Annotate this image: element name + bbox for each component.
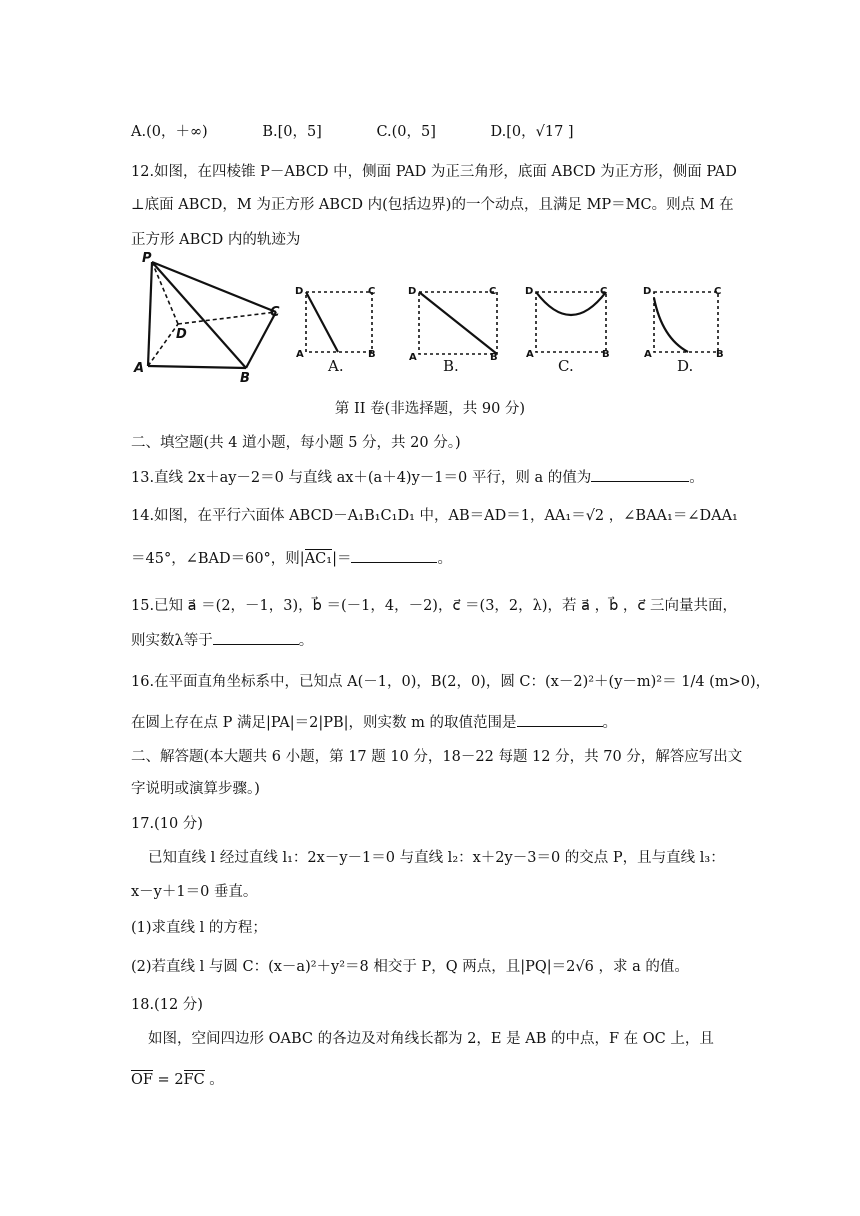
answer-heading-line2: 字说明或演算步骤。) bbox=[131, 781, 260, 797]
q18-title: 18.(12 分) bbox=[131, 997, 203, 1013]
q15-end: 。 bbox=[298, 633, 314, 649]
label-c: C bbox=[270, 305, 280, 320]
pyramid-figure bbox=[128, 250, 288, 385]
q16-line1: 16.在平面直角坐标系中，已知点 A(－1，0)，B(2，0)，圆 C：(x－2)²＋(y－m)²＝ 1/4 (m>0)， bbox=[131, 674, 771, 690]
label-p: P bbox=[142, 251, 152, 266]
q14-line2 bbox=[131, 547, 452, 568]
q15-line1: 15.已知 a⃗ ＝(2，－1，3)，b⃗ ＝(－1，4，－2)，c⃗ ＝(3，2，λ)，若 a⃗ ，b⃗ ，c⃗ 三向量共面， bbox=[131, 598, 737, 614]
q18-eq: = 2 bbox=[152, 1072, 184, 1088]
q14-line1: 14.如图，在平行六面体 ABCD－A₁B₁C₁D₁ 中，AB＝AD＝1，AA₁＝√2 ，∠BAA₁＝∠DAA₁ bbox=[131, 508, 738, 524]
q16-end: 。 bbox=[602, 715, 618, 731]
opt-c-b: B bbox=[602, 349, 610, 360]
option-b-caption: B. bbox=[443, 357, 459, 375]
label-d: D bbox=[176, 327, 187, 342]
opt-a-b: B bbox=[368, 349, 376, 360]
opt-d-b: B bbox=[716, 349, 724, 360]
q11-choices bbox=[131, 120, 624, 141]
q12-line1: 12.如图，在四棱锥 P－ABCD 中，侧面 PAD 为正三角形，底面 ABCD 为正方形，侧面 PAD bbox=[131, 164, 737, 180]
opt-c-a: A bbox=[526, 349, 534, 360]
opt-c-c: C bbox=[600, 286, 608, 297]
choice-c: C.(0，5] bbox=[376, 124, 436, 140]
q18-line1: 如图，空间四边形 OABC 的各边及对角线长都为 2，E 是 AB 的中点，F 在 OC 上，且 bbox=[148, 1031, 714, 1047]
q17-part1: (1)求直线 l 的方程； bbox=[131, 920, 267, 936]
q13-text: 13.直线 2x＋ay－2＝0 与直线 ax＋(a＋4)y－1＝0 平行，则 a 的值为 bbox=[131, 470, 592, 486]
q15-line2-text: 则实数λ等于 bbox=[131, 633, 213, 649]
opt-b-a: A bbox=[409, 352, 417, 363]
option-c-caption: C. bbox=[558, 357, 574, 375]
part2-title: 第 II 卷(非选择题，共 90 分) bbox=[334, 401, 526, 417]
q17-part2: (2)若直线 l 与圆 C：(x－a)²＋y²＝8 相交于 P，Q 两点，且|PQ|＝2√6 ，求 a 的值。 bbox=[131, 959, 689, 975]
opt-d-a: A bbox=[644, 349, 652, 360]
q14-answer-blank[interactable] bbox=[351, 550, 437, 563]
opt-b-d: D bbox=[408, 286, 417, 297]
choice-d: D.[0，√17 ] bbox=[490, 124, 574, 140]
label-b: B bbox=[240, 371, 250, 385]
q14-vector-ac1: AC₁ bbox=[304, 551, 333, 567]
opt-c-d: D bbox=[525, 286, 534, 297]
option-a-caption: A. bbox=[328, 357, 344, 375]
opt-a-d: D bbox=[295, 286, 304, 297]
q16-answer-blank[interactable] bbox=[517, 714, 603, 727]
q18-vector-of: OF bbox=[131, 1072, 153, 1088]
q16-line2-text: 在圆上存在点 P 满足|PA|＝2|PB|，则实数 m 的取值范围是 bbox=[131, 715, 517, 731]
q18-line2 bbox=[131, 1068, 224, 1089]
opt-d-c: C bbox=[714, 286, 722, 297]
q17-line2: x－y＋1＝0 垂直。 bbox=[131, 884, 258, 900]
q12-line3: 正方形 ABCD 内的轨迹为 bbox=[131, 232, 301, 248]
q15-answer-blank[interactable] bbox=[213, 632, 299, 645]
opt-d-d: D bbox=[643, 286, 652, 297]
label-a: A bbox=[134, 361, 145, 376]
q13-end: 。 bbox=[689, 470, 704, 486]
choice-a: A.(0，＋∞) bbox=[131, 124, 208, 140]
q17-line1: 已知直线 l 经过直线 l₁：2x－y－1＝0 与直线 l₂：x＋2y－3＝0 的交点 P，且与直线 l₃： bbox=[148, 850, 725, 866]
q17-title: 17.(10 分) bbox=[131, 816, 203, 832]
fill-heading: 二、填空题(共 4 道小题，每小题 5 分，共 20 分。) bbox=[131, 435, 461, 451]
q14-end: 。 bbox=[437, 551, 452, 567]
q18-vector-fc: FC bbox=[183, 1072, 205, 1088]
q14-line2-post: |＝ bbox=[332, 551, 352, 567]
opt-a-c: C bbox=[368, 286, 376, 297]
opt-b-b: B bbox=[490, 352, 498, 363]
q14-line2-pre: ＝45°，∠BAD＝60°，则| bbox=[131, 551, 305, 567]
q13-answer-blank[interactable] bbox=[591, 469, 689, 482]
option-d-caption: D. bbox=[677, 357, 694, 375]
q18-end: 。 bbox=[204, 1072, 224, 1088]
opt-a-a: A bbox=[296, 349, 304, 360]
answer-heading-line1: 二、解答题(本大题共 6 小题，第 17 题 10 分，18－22 每题 12 分，共 70 分，解答应写出文 bbox=[131, 749, 743, 765]
q12-line2: ⊥底面 ABCD，M 为正方形 ABCD 内(包括边界)的一个动点，且满足 MP＝MC。则点 M 在 bbox=[131, 197, 734, 213]
choice-b: B.[0，5] bbox=[262, 124, 322, 140]
q13 bbox=[131, 466, 704, 487]
q15-line2 bbox=[131, 629, 313, 650]
q16-line2 bbox=[131, 711, 617, 732]
opt-b-c: C bbox=[489, 286, 497, 297]
